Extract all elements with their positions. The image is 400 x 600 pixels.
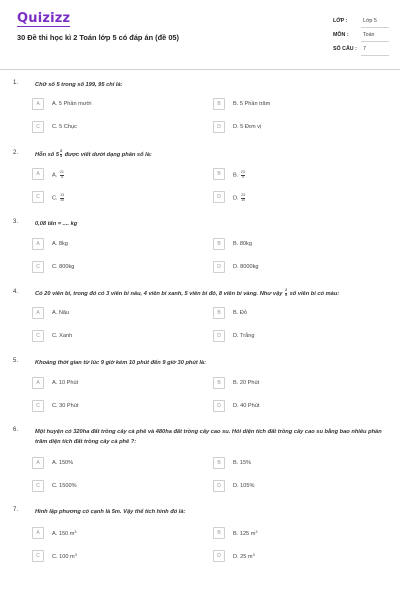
option-b[interactable]: B B. 5 Phần trăm: [213, 98, 373, 110]
option-d[interactable]: D D. $\frac{23}{10}$: [213, 191, 373, 203]
meta-subject: MÔN : Toán: [333, 28, 389, 42]
question-text: Khoảng thời gian từ lúc 9 giờ kém 10 phút đến 9 giờ 30 phút là:: [35, 360, 206, 366]
page-title: 30 Đề thi học kì 2 Toán lớp 5 có đáp án (đề 05): [17, 33, 179, 42]
option-b[interactable]: B B. 15%: [213, 457, 373, 469]
question-text: Một huyện có 320ha đất trồng cây cà phê và 480ha đất trồng cây cao su. Hỏi diện tích đất trồng cây cao su bằng bao nhiêu phần trăm diện tích đất trồng cây cà phê ?:: [35, 429, 382, 445]
question-text: Hình lập phương có cạnh là 5m. Vậy thể tích hình đó là:: [35, 509, 186, 515]
option-b[interactable]: B B. Đỏ: [213, 307, 373, 319]
option-d[interactable]: D D. Trắng: [213, 330, 373, 342]
option-a[interactable]: A A. Nâu: [32, 307, 192, 319]
option-a[interactable]: A A. 150 $m^3$: [32, 527, 192, 539]
option-d[interactable]: D D. 5 Đơn vị: [213, 121, 373, 133]
option-d[interactable]: D D. 105%: [213, 480, 373, 492]
question-text: Chữ số 5 trong số 199, 95 chỉ là:: [35, 82, 123, 88]
option-c[interactable]: C C. 800kg: [32, 261, 192, 273]
worksheet-header: [0, 0, 400, 70]
question-text: Hỗn số 5 $\frac{3}{4}$ được viết dưới dạng phân số là:: [35, 149, 152, 158]
option-a[interactable]: A A. 10 Phút: [32, 377, 192, 389]
option-a[interactable]: A A. 150%: [32, 457, 192, 469]
option-c[interactable]: C C. 1500%: [32, 480, 192, 492]
option-a[interactable]: A A. 8kg: [32, 238, 192, 250]
option-c[interactable]: C C. Xanh: [32, 330, 192, 342]
option-d[interactable]: D D. 40 Phút: [213, 400, 373, 412]
option-c[interactable]: C C. $\frac{13}{10}$: [32, 191, 192, 203]
option-b[interactable]: B B. 20 Phút: [213, 377, 373, 389]
question-text: 0,08 tấn = .... kg: [35, 221, 78, 227]
option-c[interactable]: C C. 100 $m^3$: [32, 550, 192, 562]
option-b[interactable]: B B. $\frac{23}{4}$: [213, 168, 373, 180]
meta-question-count: SỐ CÂU : 7: [333, 42, 389, 56]
option-c[interactable]: C C. 30 Phút: [32, 400, 192, 412]
option-a[interactable]: A A. 5 Phần mười: [32, 98, 192, 110]
option-d[interactable]: D D. 25 $m^3$: [213, 550, 373, 562]
option-b[interactable]: B B. 80kg: [213, 238, 373, 250]
meta-grade: LỚP : Lớp 5: [333, 14, 389, 28]
option-c[interactable]: C C. 5 Chục: [32, 121, 192, 133]
question-text: Có 20 viên bi, trong đó có 3 viên bi nâu, 4 viên bi xanh, 5 viên bi đỏ, 8 viên bi vàng. Như vậy $\frac{1}{5}$ số viên bi có màu:: [35, 288, 340, 297]
option-d[interactable]: D D. 8000kg: [213, 261, 373, 273]
option-b[interactable]: B B. 125 $m^3$: [213, 527, 373, 539]
option-a[interactable]: A A. $\frac{21}{4}$: [32, 168, 192, 180]
quizizz-logo: Quizizz: [17, 11, 71, 26]
